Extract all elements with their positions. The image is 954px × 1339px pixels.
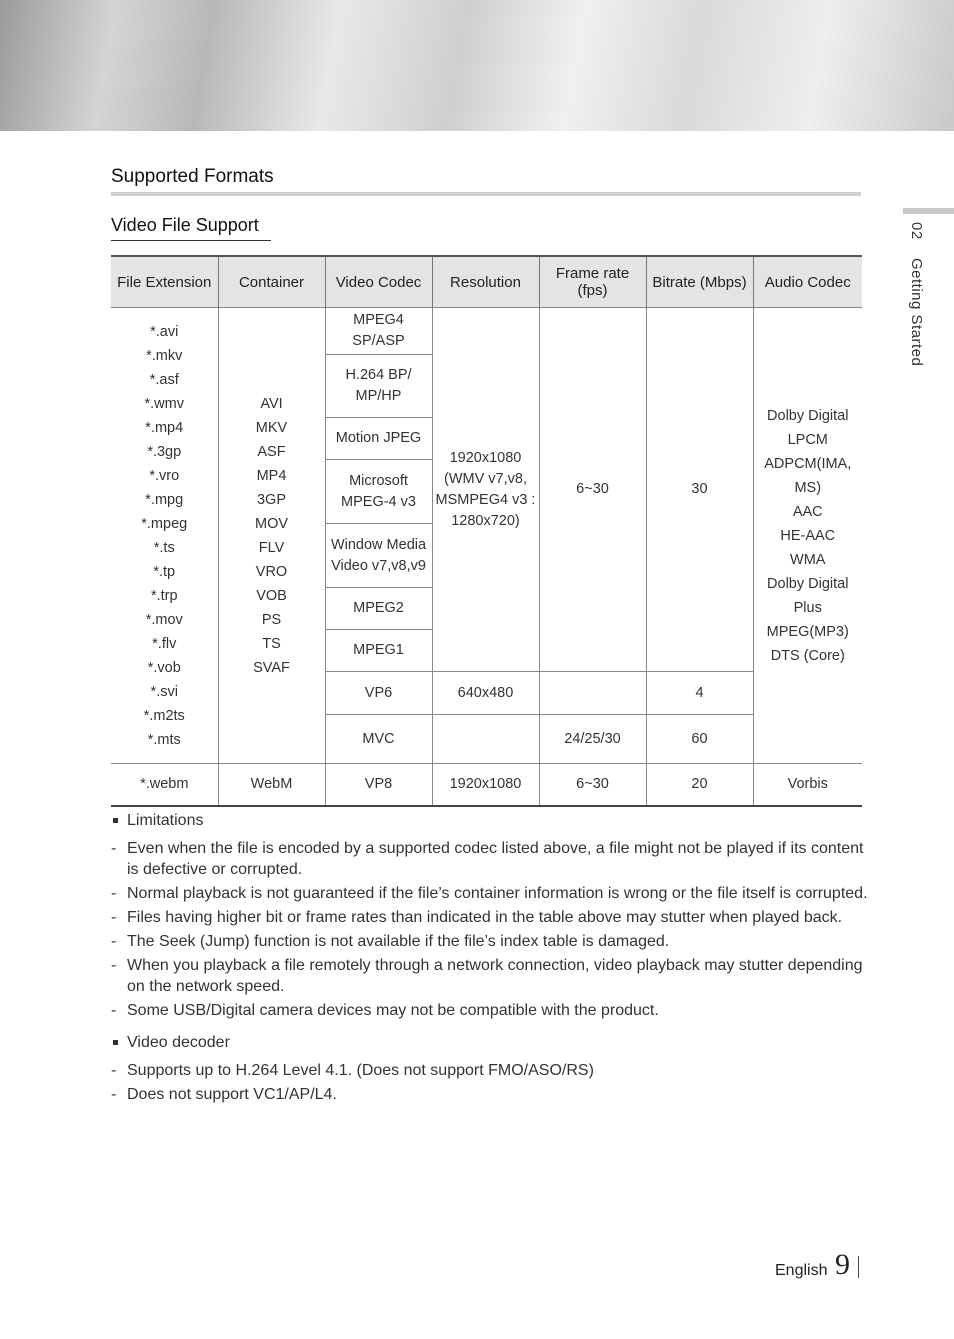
extension-cell: *.webm [111, 764, 218, 806]
audio-codec-item: Dolby Digital Plus [767, 575, 849, 616]
header-video-codec: Video Codec [325, 256, 432, 308]
codec-cell: Window Media Video v7,v8,v9 [325, 524, 432, 588]
dash-bullet-icon: - [111, 957, 117, 974]
decoder-title: Video decoder [127, 1034, 230, 1051]
extension-item: *.3gp [147, 443, 182, 460]
footer-language: English [775, 1262, 828, 1279]
extension-item: *.vob [147, 659, 181, 676]
audio-codec-item: AAC [792, 503, 823, 520]
list-item-text: Files having higher bit or frame rates than indicated in the table above may stutter when played back. [127, 909, 843, 926]
list-item [111, 1060, 871, 1081]
codec-cell: MVC [325, 715, 432, 764]
bitrate-cell: 60 [646, 715, 753, 764]
extension-item: *.avi [150, 323, 179, 340]
chapter-name: Getting Started [908, 258, 925, 367]
dash-bullet-icon: - [111, 1062, 117, 1079]
bitrate-cell: 30 [646, 308, 753, 672]
list-item [111, 1000, 871, 1021]
resolution-cell [432, 715, 539, 764]
notes-section [111, 810, 871, 1108]
audio-codec-item: MPEG(MP3) [766, 623, 849, 640]
frame-rate-cell: 24/25/30 [539, 715, 646, 764]
container-item: AVI [260, 395, 283, 412]
codec-cell: Microsoft MPEG-4 v3 [325, 460, 432, 524]
extension-item: *.ts [153, 539, 175, 556]
dash-bullet-icon: - [111, 933, 117, 950]
header-bitrate: Bitrate (Mbps) [646, 256, 753, 308]
container-list-cell [218, 308, 325, 764]
container-item: VRO [255, 563, 288, 580]
header-file-extension: File Extension [111, 256, 218, 308]
footer-divider [858, 1256, 859, 1278]
extension-item: *.mpeg [141, 515, 188, 532]
section-rule [111, 192, 861, 196]
header-frame-rate: Frame rate (fps) [539, 256, 646, 308]
audio-codec-item: LPCM [787, 431, 828, 448]
codec-cell: Motion JPEG [325, 418, 432, 460]
resolution-cell: 1920x1080 (WMV v7,v8, MSMPEG4 v3 : 1280x720) [432, 308, 539, 672]
extension-item: *.svi [150, 683, 178, 700]
dash-bullet-icon: - [111, 840, 117, 857]
chapter-tab-label [908, 222, 925, 367]
container-item: MKV [255, 419, 288, 436]
container-item: VOB [256, 587, 287, 604]
codec-cell: VP6 [325, 672, 432, 715]
list-item [111, 907, 871, 928]
list-item-text: The Seek (Jump) function is not available if the file’s index table is damaged. [127, 933, 670, 950]
square-bullet-icon [113, 818, 118, 823]
limitations-title: Limitations [127, 812, 204, 829]
audio-codec-item: ADPCM(IMA, MS) [764, 455, 852, 496]
resolution-cell: 1920x1080 [432, 764, 539, 806]
chapter-number: 02 [908, 222, 925, 240]
square-bullet-icon [113, 1040, 118, 1045]
dash-bullet-icon: - [111, 885, 117, 902]
audio-codec-list-cell [753, 308, 862, 764]
list-item-text: Supports up to H.264 Level 4.1. (Does not support FMO/ASO/RS) [127, 1062, 594, 1079]
limitations-heading [111, 810, 871, 832]
dash-bullet-icon: - [111, 909, 117, 926]
frame-rate-cell: 6~30 [539, 308, 646, 672]
list-item [111, 955, 871, 997]
codec-cell: MPEG1 [325, 630, 432, 672]
audio-codec-item: DTS (Core) [770, 647, 845, 664]
sub-title: Video File Support [111, 215, 271, 241]
header-banner [0, 0, 954, 131]
codec-cell: VP8 [325, 764, 432, 806]
container-item: 3GP [256, 491, 286, 508]
extension-list-cell [111, 308, 218, 764]
container-item: ASF [257, 443, 286, 460]
extension-item: *.mov [145, 611, 183, 628]
extension-item: *.mpg [145, 491, 184, 508]
audio-codec-item: Dolby Digital [767, 407, 849, 424]
extension-item: *.m2ts [143, 707, 185, 724]
extension-item: *.tp [153, 563, 176, 580]
extension-item: *.asf [149, 371, 179, 388]
extension-item: *.mp4 [145, 419, 184, 436]
frame-rate-cell: 6~30 [539, 764, 646, 806]
extension-item: *.wmv [144, 395, 184, 412]
list-item-text: Normal playback is not guaranteed if the file’s container information is wrong or the file itself is corrupted. [127, 885, 868, 902]
list-item [111, 931, 871, 952]
extension-item: *.mts [147, 731, 181, 748]
decoder-heading [111, 1032, 871, 1054]
bitrate-cell: 20 [646, 764, 753, 806]
list-item-text: Some USB/Digital camera devices may not be compatible with the product. [127, 1002, 659, 1019]
list-item [111, 1084, 871, 1105]
audio-codec-item: WMA [790, 551, 826, 568]
container-item: MP4 [256, 467, 287, 484]
list-item [111, 883, 871, 904]
header-audio-codec: Audio Codec [753, 256, 862, 308]
extension-item: *.flv [152, 635, 177, 652]
frame-rate-cell [539, 672, 646, 715]
container-item: FLV [258, 539, 285, 556]
codec-cell: MPEG2 [325, 588, 432, 630]
container-item: MOV [254, 515, 289, 532]
dash-bullet-icon: - [111, 1086, 117, 1103]
list-item-text: When you playback a file remotely through a network connection, video playback may stutter depending on the network speed. [127, 957, 863, 995]
resolution-cell: 640x480 [432, 672, 539, 715]
extension-item: *.trp [150, 587, 178, 604]
extension-item: *.mkv [146, 347, 183, 364]
container-item: PS [261, 611, 282, 628]
extension-item: *.vro [149, 467, 180, 484]
audio-codec-item: HE-AAC [780, 527, 836, 544]
container-item: TS [262, 635, 281, 652]
dash-bullet-icon: - [111, 1002, 117, 1019]
table-header-row [111, 256, 862, 308]
audio-codec-cell: Vorbis [753, 764, 862, 806]
list-item-text: Does not support VC1/AP/L4. [127, 1086, 337, 1103]
header-resolution: Resolution [432, 256, 539, 308]
list-item [111, 838, 871, 880]
codec-cell: H.264 BP/ MP/HP [325, 355, 432, 418]
page-number: 9 [835, 1248, 850, 1281]
codec-cell: MPEG4 SP/ASP [325, 308, 432, 355]
table-row [111, 308, 862, 355]
header-container: Container [218, 256, 325, 308]
container-item: SVAF [253, 659, 290, 676]
chapter-tab-marker [903, 208, 954, 214]
list-item-text: Even when the file is encoded by a supported codec listed above, a file might not be played if its content is defective or corrupted. [127, 840, 864, 878]
container-cell: WebM [218, 764, 325, 806]
table-row [111, 764, 862, 806]
section-title: Supported Formats [111, 166, 274, 187]
bitrate-cell: 4 [646, 672, 753, 715]
video-format-table [111, 255, 862, 807]
